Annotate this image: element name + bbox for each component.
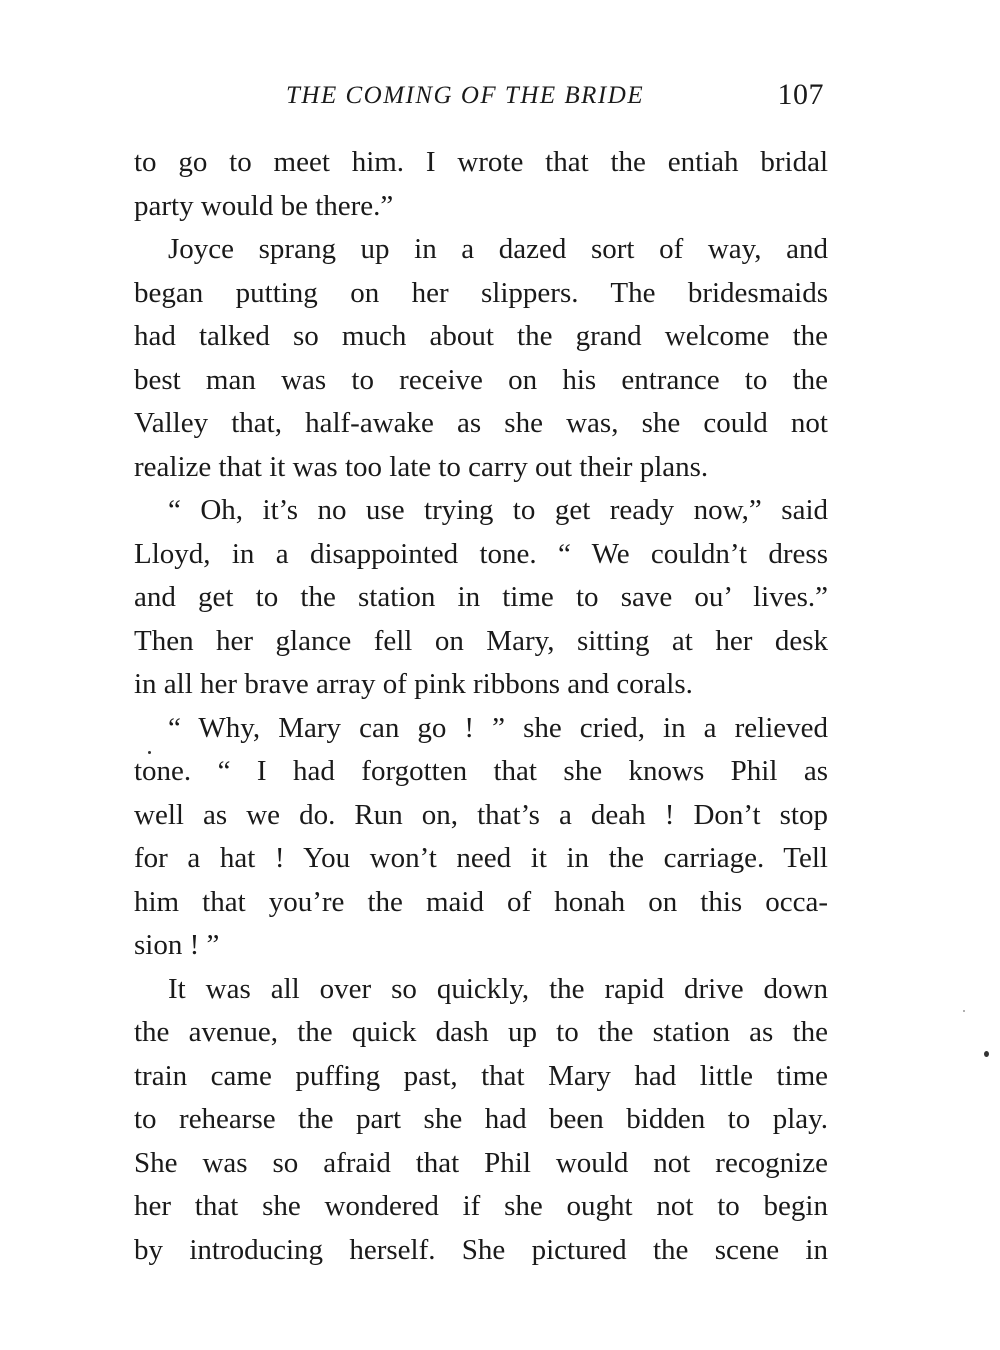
body-text bbox=[134, 141, 828, 1272]
text-line: to rehearse the part she had been bidden to play. bbox=[134, 1103, 828, 1135]
text-line: train came puffing past, that Mary had little time bbox=[134, 1059, 828, 1092]
scan-speck bbox=[148, 751, 151, 754]
text-line: for a hat ! You won’t need it in the carriage. Tell bbox=[134, 842, 828, 874]
running-header bbox=[134, 78, 826, 118]
text-line: She was so afraid that Phil would not recognize bbox=[134, 1146, 828, 1179]
text-line: him that you’re the maid of honah on this occa- bbox=[134, 885, 828, 918]
text-line: the avenue, the quick dash up to the station as the bbox=[134, 1016, 828, 1048]
text-line: and get to the station in time to save ou’ lives.” bbox=[134, 581, 828, 613]
paragraph-3 bbox=[134, 489, 828, 707]
paragraph-1 bbox=[134, 141, 828, 228]
running-title: THE COMING OF THE BRIDE bbox=[286, 82, 645, 109]
scan-speck bbox=[963, 1010, 965, 1012]
text-line: Lloyd, in a disappointed tone. “ We couldn’t dress bbox=[134, 537, 828, 570]
text-line: her that she wondered if she ought not to begin bbox=[134, 1190, 828, 1222]
text-line: realize that it was too late to carry out their plans. bbox=[134, 450, 709, 483]
scan-speck bbox=[984, 1051, 989, 1057]
text-line: began putting on her slippers. The bridesmaids bbox=[134, 276, 828, 309]
text-line: best man was to receive on his entrance to the bbox=[134, 363, 828, 396]
text-line: to go to meet him. I wrote that the entiah bridal bbox=[134, 146, 828, 178]
paragraph-5 bbox=[134, 968, 828, 1273]
text-line: Then her glance fell on Mary, sitting at her desk bbox=[134, 624, 828, 657]
paragraph-2 bbox=[134, 228, 828, 489]
text-line: tone. “ I had forgotten that she knows Phil as bbox=[134, 755, 828, 787]
text-line: Joyce sprang up in a dazed sort of way, and bbox=[168, 233, 828, 265]
page-number: 107 bbox=[777, 78, 824, 111]
text-line: in all her brave array of pink ribbons and corals. bbox=[134, 668, 693, 700]
text-line: by introducing herself. She pictured the scene in bbox=[134, 1233, 828, 1266]
paragraph-4 bbox=[134, 707, 828, 968]
text-line: well as we do. Run on, that’s a deah ! Don’t stop bbox=[134, 798, 828, 831]
text-line: had talked so much about the grand welcome the bbox=[134, 320, 828, 352]
text-line: party would be there.” bbox=[134, 189, 394, 222]
text-line: sion ! ” bbox=[134, 929, 220, 961]
text-line: “ Why, Mary can go ! ” she cried, in a relieved bbox=[168, 711, 828, 744]
text-line: Valley that, half-awake as she was, she could not bbox=[134, 407, 828, 439]
text-line: It was all over so quickly, the rapid drive down bbox=[168, 972, 828, 1005]
text-line: “ Oh, it’s no use trying to get ready now,” said bbox=[168, 494, 828, 526]
